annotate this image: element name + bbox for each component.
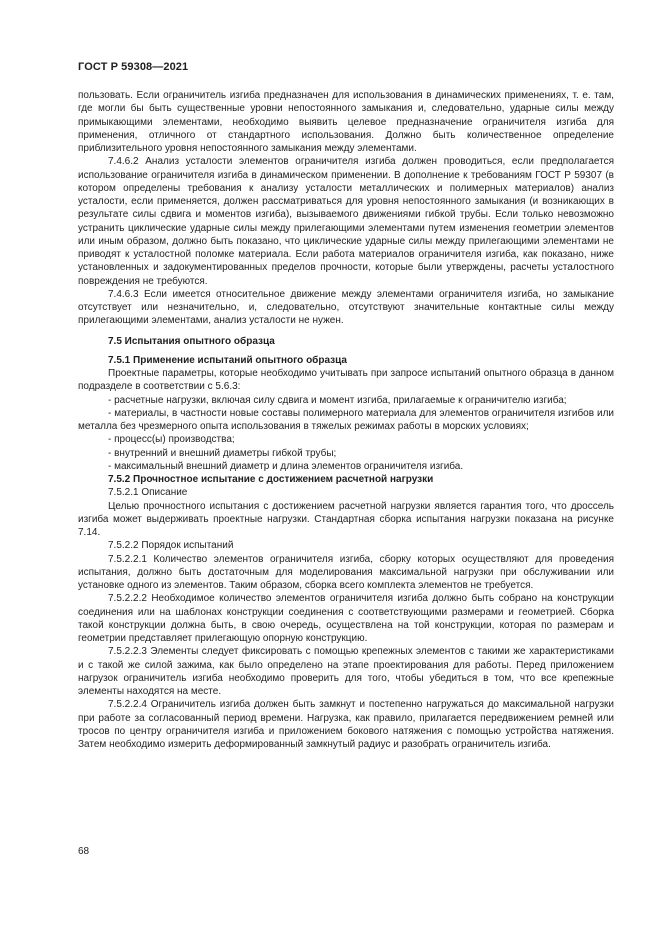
paragraph-7-5-2-2-3: 7.5.2.2.3 Элементы следует фиксировать с помощью крепежных элементов с такими же характеристиками и с такой же силой зажима, как было определено на этапе проектирования для работы. Перед приложением нагрузок ограничитель изгиба необходимо проверить для того, чтобы убедиться в том, что все крепежные элементы находятся на месте.	[78, 646, 614, 697]
clause-heading-7-5-2-1: 7.5.2.1 Описание	[108, 487, 188, 499]
paragraph-test-purpose: Целью прочностного испытания с достижением расчетной нагрузки является гарантия того, что дроссель изгиба может выдерживать проектные нагрузки. Стандартная сборка испытания нагрузки показана на рисунке 7.14.	[78, 500, 614, 538]
page-number: 68	[78, 846, 90, 857]
paragraph-design-parameters: Проектные параметры, которые необходимо учитывать при запросе испытаний опытного образца в данном подразделе в соответствии с 5.6.3:	[78, 368, 614, 393]
paragraph-7-4-6-3: 7.4.6.3 Если имеется относительное движение между элементами ограничителя изгиба, но замыкание отсутствует или незначительно, и, следовательно, отсутствуют значительные контактные силы между прилегающими элементами, анализ усталости не нужен.	[78, 288, 614, 327]
list-item: - максимальный внешний диаметр и длина элементов ограничителя изгиба.	[108, 460, 464, 472]
list-item: - материалы, в частности новые составы полимерного материала для элементов ограничителя изгибов или металла без чрезмерного опыта использования в тяжелых режимах работы в морских условиях;	[78, 407, 614, 432]
section-heading-7-5: 7.5 Испытания опытного образца	[108, 335, 275, 347]
paragraph-7-5-2-2-1: 7.5.2.2.1 Количество элементов ограничителя изгиба, сборку которых осуществляют для проведения испытания, должно быть достаточным для моделирования максимальной нагрузки при обслуживании или установке одного из элементов. Таким образом, сборка всего комплекта элементов не требуется.	[78, 553, 614, 591]
subsection-heading-7-5-2: 7.5.2 Прочностное испытание с достижением расчетной нагрузки	[108, 474, 434, 485]
paragraph-7-5-2-2-4: 7.5.2.2.4 Ограничитель изгиба должен быть замкнут и постепенно нагружаться до максимальной нагрузки при работе за согласованный период времени. Нагрузка, как правило, прилагается передвижением ремней или тросов по центру ограничителя изгиба и приложением бокового натяжения с помощью устройства натяжения. Затем необходимо измерить деформированный замкнутый радиус и разобрать ограничитель изгиба.	[78, 699, 614, 750]
standard-header: ГОСТ Р 59308—2021	[78, 61, 189, 73]
subsection-heading-7-5-1: 7.5.1 Применение испытаний опытного образца	[108, 354, 347, 366]
paragraph-continuation: пользовать. Если ограничитель изгиба предназначен для использования в динамических применениях, т. е. там, где могли бы быть существенные уровни непостоянного замыкания и, следовательно, ударные силы между примыкающими элементами, необходимо выявить целевое предназначение ограничителя изгиба для применения, отличного от стандартного использования. Должно быть количественное определение приблизительного уровня непостоянного замыкания между элементами.	[78, 90, 614, 154]
paragraph-7-4-6-2: 7.4.6.2 Анализ усталости элементов ограничителя изгиба должен проводиться, если предполагается использование ограничителя изгиба в динамическом применении. В дополнение к требованиям ГОСТ Р 59307 (в котором определены требования к анализу усталости металлических и полимерных материалов) анализ усталости, если применяется, должен рассматриваться для уровня непостоянного замыкания (и возникающих в результате силы сдвига и моментов изгиба), вызываемого движениями гибкой трубы. Если только невозможно устранить циклические ударные силы между прилегающими элементами путем изменения геометрии элементов или иным образом, должно быть показано, что циклические ударные силы между прилегающими элементами не приводят к усталостной поломке материала. Если работа материалов ограничителя изгиба, как показано, ниже установленных и задокументированных пределов прочности, которые были утверждены, расчеты усталостного повреждения не требуются.	[78, 156, 614, 287]
list-item: - процесс(ы) производства;	[108, 434, 235, 446]
list-item: - внутренний и внешний диаметры гибкой трубы;	[108, 447, 337, 459]
page-body	[78, 89, 614, 751]
clause-heading-7-5-2-2: 7.5.2.2 Порядок испытаний	[108, 540, 234, 552]
paragraph-7-5-2-2-2: 7.5.2.2.2 Необходимое количество элементов ограничителя изгиба должно быть собрано на конструкции соединения или на шаблонах конструкции соединения с соответствующими размерами и геометрией. Сборка такой конструкции должна быть, в свою очередь, осуществлена на той конструкции, которая по размерам и геометрии представляет прилегающую опорную конструкцию.	[78, 593, 614, 644]
list-item: - расчетные нагрузки, включая силу сдвига и момент изгиба, прилагаемые к ограничителю изгиба;	[108, 394, 567, 406]
